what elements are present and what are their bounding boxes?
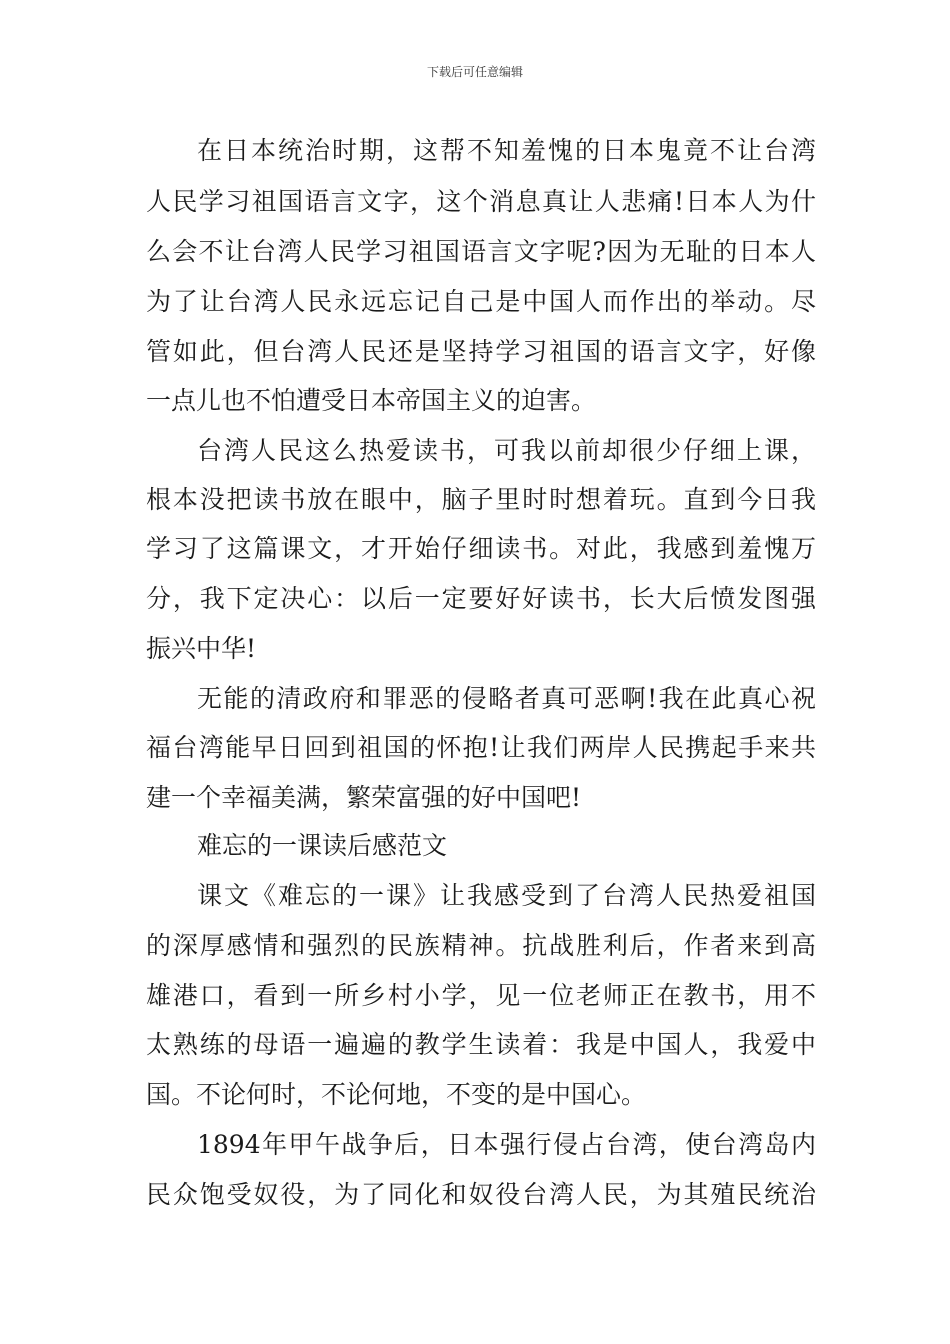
paragraph-line: 的深厚感情和强烈的民族精神。抗战胜利后，作者来到高: [146, 931, 816, 960]
paragraph-line: 分，我下定决心：以后一定要好好读书，长大后愤发图强: [146, 584, 816, 613]
paragraph-line: 学习了这篇课文，才开始仔细读书。对此，我感到羞愧万: [146, 534, 816, 563]
paragraph-line: 1894年甲午战争后，日本强行侵占台湾，使台湾岛内: [197, 1130, 816, 1159]
section-title: 难忘的一课读后感范文: [197, 831, 448, 860]
page-header: 下载后可任意编辑: [426, 65, 523, 79]
paragraph-line: 么会不让台湾人民学习祖国语言文字呢?因为无耻的日本人: [146, 237, 816, 266]
paragraph-line: 雄港口，看到一所乡村小学，见一位老师正在教书，用不: [146, 981, 816, 1010]
paragraph-line: 太熟练的母语一遍遍的教学生读着：我是中国人，我爱中: [146, 1030, 816, 1059]
paragraph-line: 无能的清政府和罪恶的侵略者真可恶啊!我在此真心祝: [197, 684, 816, 713]
paragraph-line: 根本没把读书放在眼中，脑子里时时想着玩。直到今日我: [146, 485, 816, 514]
paragraph-line: 为了让台湾人民永远忘记自己是中国人而作出的举动。尽: [146, 287, 816, 316]
paragraph-line: 课文《难忘的一课》让我感受到了台湾人民热爱祖国: [197, 881, 816, 910]
paragraph-line: 一点儿也不怕遭受日本帝国主义的迫害。: [146, 386, 597, 415]
paragraph-line: 台湾人民这么热爱读书，可我以前却很少仔细上课，: [197, 436, 816, 465]
paragraph-line: 民众饱受奴役，为了同化和奴役台湾人民，为其殖民统治: [146, 1180, 816, 1209]
paragraph-line: 在日本统治时期，这帮不知羞愧的日本鬼竟不让台湾: [197, 136, 816, 165]
paragraph-line: 建一个幸福美满，繁荣富强的好中国吧!: [146, 783, 582, 812]
paragraph-line: 振兴中华!: [146, 634, 257, 663]
paragraph-line: 管如此，但台湾人民还是坚持学习祖国的语言文字，好像: [146, 337, 816, 366]
paragraph-line: 福台湾能早日回到祖国的怀抱!让我们两岸人民携起手来共: [146, 733, 816, 762]
paragraph-line: 人民学习祖国语言文字，这个消息真让人悲痛!日本人为什: [146, 187, 816, 216]
paragraph-line: 国。不论何时，不论何地，不变的是中国心。: [146, 1080, 647, 1109]
